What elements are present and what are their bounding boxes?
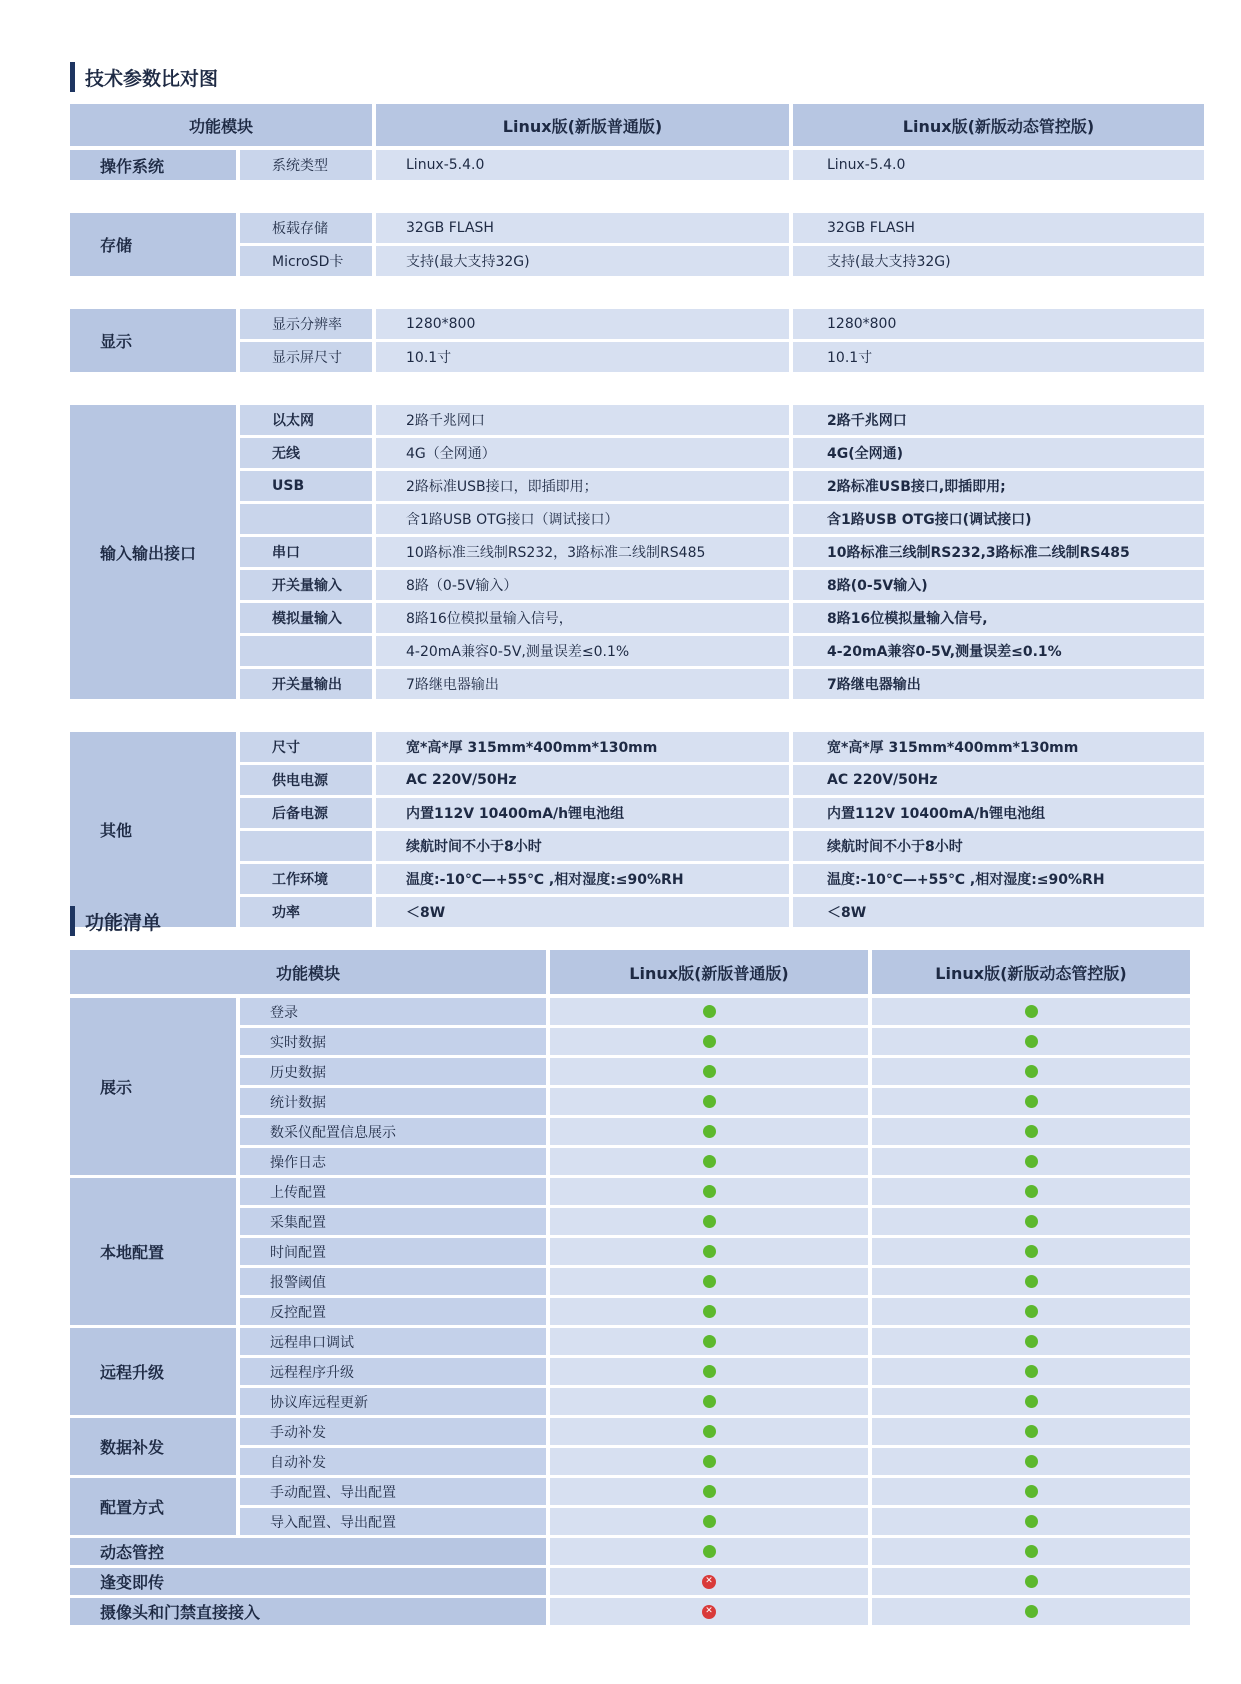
category-cell: 配置方式 bbox=[70, 1478, 236, 1535]
support-standard-cell bbox=[550, 1388, 868, 1415]
sub-item-cell: 串口 bbox=[240, 537, 372, 567]
value-dynamic: 支持(最大支持32G) bbox=[793, 246, 1204, 276]
value-dynamic: 续航时间不小于8小时 bbox=[793, 831, 1204, 861]
green-dot-icon bbox=[1025, 1335, 1038, 1348]
support-standard-cell bbox=[550, 1448, 868, 1475]
green-dot-icon bbox=[1025, 1005, 1038, 1018]
green-dot-icon bbox=[703, 1365, 716, 1378]
value-standard: 续航时间不小于8小时 bbox=[376, 831, 789, 861]
value-standard: 8路（0-5V输入） bbox=[376, 570, 789, 600]
category-cell: 本地配置 bbox=[70, 1178, 236, 1325]
sub-item-cell: USB bbox=[240, 471, 372, 501]
green-dot-icon bbox=[1025, 1065, 1038, 1078]
support-dynamic-cell bbox=[872, 1028, 1190, 1055]
support-standard-cell bbox=[550, 1508, 868, 1535]
green-dot-icon bbox=[1025, 1425, 1038, 1438]
sub-item-cell: 开关量输出 bbox=[240, 669, 372, 699]
green-dot-icon bbox=[1025, 1485, 1038, 1498]
support-standard-cell bbox=[550, 1328, 868, 1355]
red-x-icon: ✕ bbox=[702, 1605, 716, 1619]
sub-item-cell: 无线 bbox=[240, 438, 372, 468]
sub-item-cell: 尺寸 bbox=[240, 732, 372, 762]
support-standard-cell bbox=[550, 1058, 868, 1085]
feature-name-cell: 协议库远程更新 bbox=[240, 1388, 546, 1415]
value-dynamic: 1280*800 bbox=[793, 309, 1204, 339]
value-standard: 内置112V 10400mA/h锂电池组 bbox=[376, 798, 789, 828]
value-dynamic: ＜8W bbox=[793, 897, 1204, 927]
green-dot-icon bbox=[1025, 1515, 1038, 1528]
green-dot-icon bbox=[1025, 1185, 1038, 1198]
category-cell: 远程升级 bbox=[70, 1328, 236, 1415]
feature-name-cell: 导入配置、导出配置 bbox=[240, 1508, 546, 1535]
green-dot-icon bbox=[703, 1005, 716, 1018]
feature-name-cell: 自动补发 bbox=[240, 1448, 546, 1475]
green-dot-icon bbox=[703, 1185, 716, 1198]
red-x-icon: ✕ bbox=[702, 1575, 716, 1589]
green-dot-icon bbox=[1025, 1095, 1038, 1108]
feature-name-cell: 实时数据 bbox=[240, 1028, 546, 1055]
feature-name-cell: 远程串口调试 bbox=[240, 1328, 546, 1355]
support-dynamic-cell bbox=[872, 1118, 1190, 1145]
green-dot-icon bbox=[703, 1035, 716, 1048]
value-standard: AC 220V/50Hz bbox=[376, 765, 789, 795]
title-accent-bar bbox=[70, 62, 75, 92]
category-cell: 其他 bbox=[70, 732, 236, 927]
support-dynamic-cell bbox=[872, 1178, 1190, 1205]
sub-item-cell bbox=[240, 831, 372, 861]
green-dot-icon bbox=[703, 1215, 716, 1228]
value-dynamic: 8路16位模拟量输入信号, bbox=[793, 603, 1204, 633]
green-dot-icon bbox=[1025, 1275, 1038, 1288]
sub-item-cell: 显示屏尺寸 bbox=[240, 342, 372, 372]
support-dynamic-cell bbox=[872, 1058, 1190, 1085]
support-dynamic-cell bbox=[872, 1418, 1190, 1445]
value-dynamic: 含1路USB OTG接口(调试接口) bbox=[793, 504, 1204, 534]
value-dynamic: 4-20mA兼容0-5V,测量误差≤0.1% bbox=[793, 636, 1204, 666]
value-standard: 32GB FLASH bbox=[376, 213, 789, 243]
sub-item-cell: 后备电源 bbox=[240, 798, 372, 828]
sub-item-cell bbox=[240, 636, 372, 666]
support-dynamic-cell bbox=[872, 1538, 1190, 1565]
sub-item-cell: 以太网 bbox=[240, 405, 372, 435]
sub-item-cell: 工作环境 bbox=[240, 864, 372, 894]
sub-item-cell: 系统类型 bbox=[240, 150, 372, 180]
value-dynamic: 8路(0-5V输入) bbox=[793, 570, 1204, 600]
green-dot-icon bbox=[1025, 1215, 1038, 1228]
value-standard: 10.1寸 bbox=[376, 342, 789, 372]
support-standard-cell bbox=[550, 1478, 868, 1505]
support-standard-cell bbox=[550, 1358, 868, 1385]
value-standard: 7路继电器输出 bbox=[376, 669, 789, 699]
sub-item-cell: 功率 bbox=[240, 897, 372, 927]
feature-name-cell: 时间配置 bbox=[240, 1238, 546, 1265]
sub-item-cell bbox=[240, 504, 372, 534]
header-module: 功能模块 bbox=[70, 104, 372, 146]
feature-name-cell: 统计数据 bbox=[240, 1088, 546, 1115]
green-dot-icon bbox=[1025, 1245, 1038, 1258]
value-standard: 宽*高*厚 315mm*400mm*130mm bbox=[376, 732, 789, 762]
title-accent-bar bbox=[70, 906, 75, 936]
green-dot-icon bbox=[703, 1275, 716, 1288]
support-dynamic-cell bbox=[872, 1568, 1190, 1595]
support-dynamic-cell bbox=[872, 1148, 1190, 1175]
support-standard-cell bbox=[550, 1418, 868, 1445]
support-dynamic-cell bbox=[872, 1328, 1190, 1355]
value-standard: ＜8W bbox=[376, 897, 789, 927]
value-dynamic: 2路千兆网口 bbox=[793, 405, 1204, 435]
value-standard: 1280*800 bbox=[376, 309, 789, 339]
value-dynamic: 温度:-10℃—+55℃ ,相对湿度:≤90%RH bbox=[793, 864, 1204, 894]
sub-item-cell: 供电电源 bbox=[240, 765, 372, 795]
support-dynamic-cell bbox=[872, 1088, 1190, 1115]
support-dynamic-cell bbox=[872, 1238, 1190, 1265]
green-dot-icon bbox=[703, 1245, 716, 1258]
support-standard-cell bbox=[550, 1118, 868, 1145]
support-dynamic-cell bbox=[872, 1478, 1190, 1505]
green-dot-icon bbox=[1025, 1035, 1038, 1048]
value-dynamic: 7路继电器输出 bbox=[793, 669, 1204, 699]
feature-name-cell: 报警阈值 bbox=[240, 1268, 546, 1295]
category-cell: 存储 bbox=[70, 213, 236, 276]
green-dot-icon bbox=[703, 1485, 716, 1498]
value-dynamic: 宽*高*厚 315mm*400mm*130mm bbox=[793, 732, 1204, 762]
support-standard-cell bbox=[550, 1598, 868, 1625]
green-dot-icon bbox=[703, 1545, 716, 1558]
support-standard-cell bbox=[550, 998, 868, 1025]
sub-item-cell: 显示分辨率 bbox=[240, 309, 372, 339]
support-standard-cell bbox=[550, 1148, 868, 1175]
feature-name-cell: 数采仪配置信息展示 bbox=[240, 1118, 546, 1145]
green-dot-icon bbox=[703, 1125, 716, 1138]
section-title-feature-list bbox=[70, 906, 161, 936]
green-dot-icon bbox=[1025, 1365, 1038, 1378]
green-dot-icon bbox=[703, 1425, 716, 1438]
support-standard-cell bbox=[550, 1298, 868, 1325]
green-dot-icon bbox=[1025, 1455, 1038, 1468]
green-dot-icon bbox=[703, 1335, 716, 1348]
green-dot-icon bbox=[703, 1065, 716, 1078]
category-cell: 数据补发 bbox=[70, 1418, 236, 1475]
category-cell: 逢变即传 bbox=[70, 1568, 546, 1595]
sub-item-cell: MicroSD卡 bbox=[240, 246, 372, 276]
feature-name-cell: 上传配置 bbox=[240, 1178, 546, 1205]
header-module: 功能模块 bbox=[70, 950, 546, 994]
value-standard: 温度:-10℃—+55℃ ,相对湿度:≤90%RH bbox=[376, 864, 789, 894]
green-dot-icon bbox=[1025, 1605, 1038, 1618]
feature-name-cell: 反控配置 bbox=[240, 1298, 546, 1325]
header-dynamic: Linux版(新版动态管控版) bbox=[872, 950, 1190, 994]
category-cell: 摄像头和门禁直接接入 bbox=[70, 1598, 546, 1625]
support-standard-cell bbox=[550, 1088, 868, 1115]
feature-name-cell: 手动配置、导出配置 bbox=[240, 1478, 546, 1505]
value-standard: 8路16位模拟量输入信号， bbox=[376, 603, 789, 633]
support-dynamic-cell bbox=[872, 1208, 1190, 1235]
green-dot-icon bbox=[1025, 1125, 1038, 1138]
support-dynamic-cell bbox=[872, 1388, 1190, 1415]
feature-name-cell: 操作日志 bbox=[240, 1148, 546, 1175]
value-dynamic: 内置112V 10400mA/h锂电池组 bbox=[793, 798, 1204, 828]
support-dynamic-cell bbox=[872, 1358, 1190, 1385]
support-dynamic-cell bbox=[872, 1298, 1190, 1325]
sub-item-cell: 开关量输入 bbox=[240, 570, 372, 600]
green-dot-icon bbox=[1025, 1575, 1038, 1588]
value-standard: 10路标准三线制RS232，3路标准二线制RS485 bbox=[376, 537, 789, 567]
value-dynamic: 10.1寸 bbox=[793, 342, 1204, 372]
green-dot-icon bbox=[1025, 1305, 1038, 1318]
value-standard: 4G（全网通） bbox=[376, 438, 789, 468]
value-standard: 2路千兆网口 bbox=[376, 405, 789, 435]
value-standard: Linux-5.4.0 bbox=[376, 150, 789, 180]
feature-name-cell: 手动补发 bbox=[240, 1418, 546, 1445]
support-standard-cell bbox=[550, 1538, 868, 1565]
section-title-text: 技术参数比对图 bbox=[85, 67, 219, 90]
feature-name-cell: 远程程序升级 bbox=[240, 1358, 546, 1385]
value-standard: 支持(最大支持32G) bbox=[376, 246, 789, 276]
green-dot-icon bbox=[1025, 1395, 1038, 1408]
value-dynamic: AC 220V/50Hz bbox=[793, 765, 1204, 795]
category-cell: 展示 bbox=[70, 998, 236, 1175]
green-dot-icon bbox=[703, 1305, 716, 1318]
support-standard-cell bbox=[550, 1238, 868, 1265]
green-dot-icon bbox=[1025, 1545, 1038, 1558]
support-standard-cell bbox=[550, 1178, 868, 1205]
support-standard-cell bbox=[550, 1568, 868, 1595]
value-standard: 2路标准USB接口，即插即用； bbox=[376, 471, 789, 501]
section-title-text: 功能清单 bbox=[85, 911, 162, 934]
value-dynamic: Linux-5.4.0 bbox=[793, 150, 1204, 180]
header-dynamic: Linux版(新版动态管控版) bbox=[793, 104, 1204, 146]
support-dynamic-cell bbox=[872, 998, 1190, 1025]
green-dot-icon bbox=[703, 1155, 716, 1168]
value-standard: 4-20mA兼容0-5V,测量误差≤0.1% bbox=[376, 636, 789, 666]
support-standard-cell bbox=[550, 1268, 868, 1295]
support-dynamic-cell bbox=[872, 1268, 1190, 1295]
category-cell: 动态管控 bbox=[70, 1538, 546, 1565]
value-standard: 含1路USB OTG接口（调试接口） bbox=[376, 504, 789, 534]
value-dynamic: 10路标准三线制RS232,3路标准二线制RS485 bbox=[793, 537, 1204, 567]
header-standard: Linux版(新版普通版) bbox=[376, 104, 789, 146]
support-dynamic-cell bbox=[872, 1598, 1190, 1625]
support-dynamic-cell bbox=[872, 1448, 1190, 1475]
green-dot-icon bbox=[1025, 1155, 1038, 1168]
feature-name-cell: 登录 bbox=[240, 998, 546, 1025]
section-title-tech-params bbox=[70, 62, 218, 92]
green-dot-icon bbox=[703, 1515, 716, 1528]
value-dynamic: 2路标准USB接口,即插即用; bbox=[793, 471, 1204, 501]
category-cell: 输入输出接口 bbox=[70, 405, 236, 699]
sub-item-cell: 板载存储 bbox=[240, 213, 372, 243]
category-cell: 操作系统 bbox=[70, 150, 236, 180]
support-standard-cell bbox=[550, 1028, 868, 1055]
support-standard-cell bbox=[550, 1208, 868, 1235]
feature-name-cell: 采集配置 bbox=[240, 1208, 546, 1235]
green-dot-icon bbox=[703, 1095, 716, 1108]
green-dot-icon bbox=[703, 1455, 716, 1468]
header-standard: Linux版(新版普通版) bbox=[550, 950, 868, 994]
value-dynamic: 4G(全网通) bbox=[793, 438, 1204, 468]
feature-name-cell: 历史数据 bbox=[240, 1058, 546, 1085]
support-dynamic-cell bbox=[872, 1508, 1190, 1535]
value-dynamic: 32GB FLASH bbox=[793, 213, 1204, 243]
green-dot-icon bbox=[703, 1395, 716, 1408]
category-cell: 显示 bbox=[70, 309, 236, 372]
sub-item-cell: 模拟量输入 bbox=[240, 603, 372, 633]
